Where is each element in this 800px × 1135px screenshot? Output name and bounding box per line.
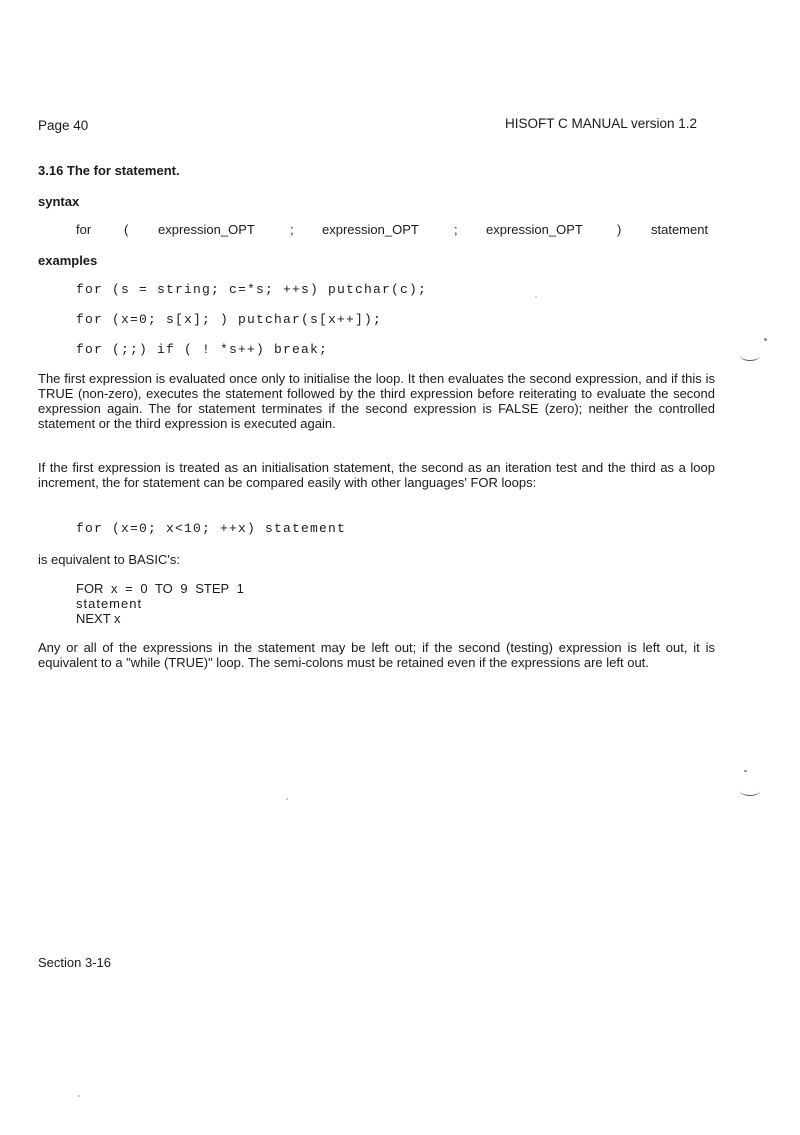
syntax-open-paren: ( — [124, 222, 129, 237]
paragraph-loop-evaluation: The first expression is evaluated once only to initialise the loop. It then evaluates the second expression, and if this is TRUE (non-zero), executes the statement followed by the third expression before reiterating to evaluate the second expression again. The for statement terminates if the second expression is FALSE (zero); neither the controlled statement or the third expression is executed again. — [38, 371, 715, 431]
syntax-semicolon-2: ; — [454, 222, 458, 237]
syntax-close-paren: ) — [617, 222, 622, 237]
scan-speck — [744, 770, 747, 772]
scan-speck — [286, 798, 288, 800]
paragraph-omitted-expressions: Any or all of the expressions in the statement may be left out; if the second (testing) expression is left out, it is equivalent to a "while (TRUE)" loop. The semi-colons must be retained even if the expressions are left out. — [38, 640, 715, 670]
basic-line-1: FOR x = 0 TO 9 STEP 1 — [76, 581, 244, 596]
syntax-expression-1: expression_OPT — [158, 222, 255, 237]
syntax-statement: statement — [651, 222, 709, 237]
example-line-3: for (;;) if ( ! *s++) break; — [76, 342, 329, 357]
paragraph-for-comparison: If the first expression is treated as an initialisation statement, the second as an iteration test and the third as a loop increment, the for statement can be compared easily with other languages' FOR loops: — [38, 460, 715, 490]
example-line-2: for (x=0; s[x]; ) putchar(s[x++]); — [76, 312, 383, 327]
example-line-1: for (s = string; c=*s; ++s) putchar(c); — [76, 282, 428, 297]
syntax-expression-2: expression_OPT — [322, 222, 419, 237]
section-heading: 3.16 The for statement. — [38, 163, 180, 178]
scan-speck — [78, 1095, 80, 1097]
basic-line-2: statement — [76, 596, 143, 611]
scan-speck — [535, 296, 537, 298]
examples-label: examples — [38, 253, 98, 268]
scan-speck — [764, 338, 767, 341]
syntax-expression-3: expression_OPT — [486, 222, 583, 237]
scan-mark — [740, 350, 760, 361]
scan-mark — [740, 786, 760, 796]
syntax-label: syntax — [38, 194, 80, 209]
code-example: for (x=0; x<10; ++x) statement — [76, 521, 347, 536]
page-number: Page 40 — [38, 118, 89, 133]
basic-line-3: NEXT x — [76, 611, 121, 626]
equivalent-text: is equivalent to BASIC's: — [38, 552, 180, 567]
manual-title: HISOFT C MANUAL version 1.2 — [505, 116, 698, 131]
section-footer: Section 3-16 — [38, 955, 111, 970]
syntax-keyword-for: for — [76, 222, 92, 237]
syntax-semicolon-1: ; — [290, 222, 294, 237]
